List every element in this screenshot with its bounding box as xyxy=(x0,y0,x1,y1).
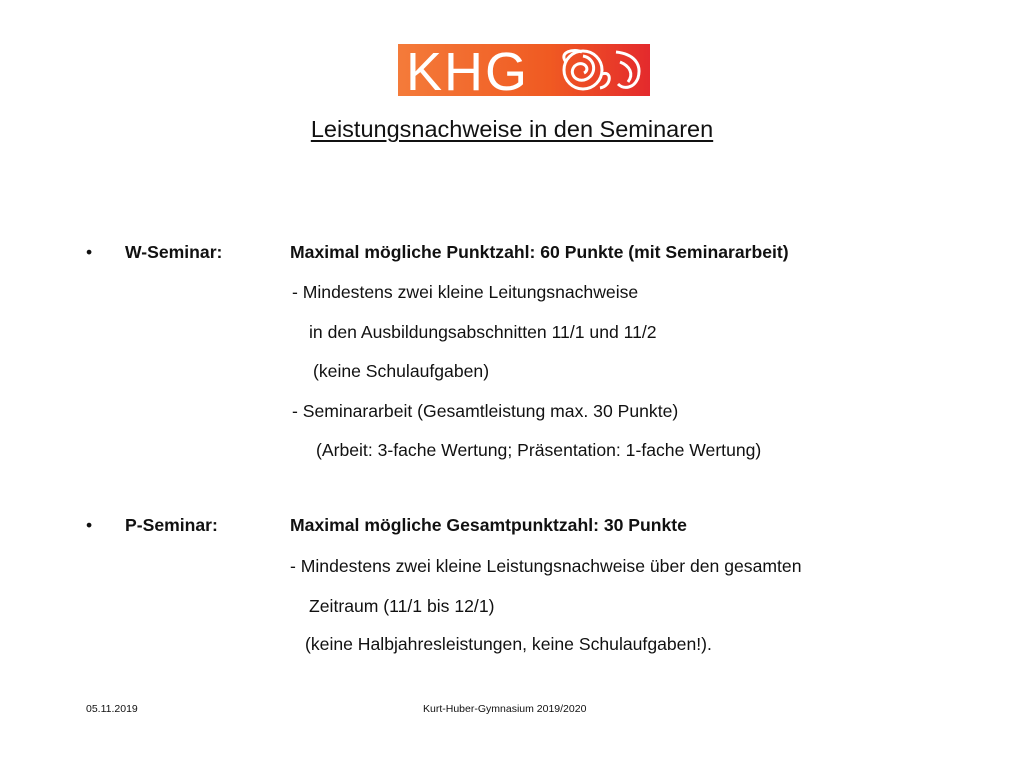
bullet-p-seminar: • xyxy=(86,515,93,535)
w-seminar-line: - Seminararbeit (Gesamtleistung max. 30 Punkte) xyxy=(292,401,679,421)
page-title: Leistungsnachweise in den Seminaren xyxy=(310,116,714,142)
w-seminar-headline: Maximal mögliche Punktzahl: 60 Punkte (mit Seminararbeit) xyxy=(290,242,789,262)
w-seminar-line: (keine Schulaufgaben) xyxy=(313,361,490,381)
w-seminar-line: in den Ausbildungsabschnitten 11/1 und 11/2 xyxy=(309,322,657,342)
w-seminar-line: (Arbeit: 3-fache Wertung; Präsentation: 1-fache Wertung) xyxy=(316,440,762,460)
bullet-w-seminar: • xyxy=(86,242,93,262)
footer-date: 05.11.2019 xyxy=(86,703,138,715)
svg-text:KHG: KHG xyxy=(406,44,530,96)
p-seminar-headline: Maximal mögliche Gesamtpunktzahl: 30 Punkte xyxy=(290,515,687,535)
footer-school: Kurt-Huber-Gymnasium 2019/2020 xyxy=(423,703,587,715)
p-seminar-line: - Mindestens zwei kleine Leistungsnachweise über den gesamten xyxy=(290,556,802,576)
w-seminar-label: W-Seminar: xyxy=(125,242,223,262)
w-seminar-line: - Mindestens zwei kleine Leitungsnachweise xyxy=(292,282,639,302)
p-seminar-line: (keine Halbjahresleistungen, keine Schulaufgaben!). xyxy=(305,634,712,654)
khg-logo xyxy=(398,44,650,96)
p-seminar-line: Zeitraum (11/1 bis 12/1) xyxy=(309,596,495,616)
p-seminar-label: P-Seminar: xyxy=(125,515,218,535)
